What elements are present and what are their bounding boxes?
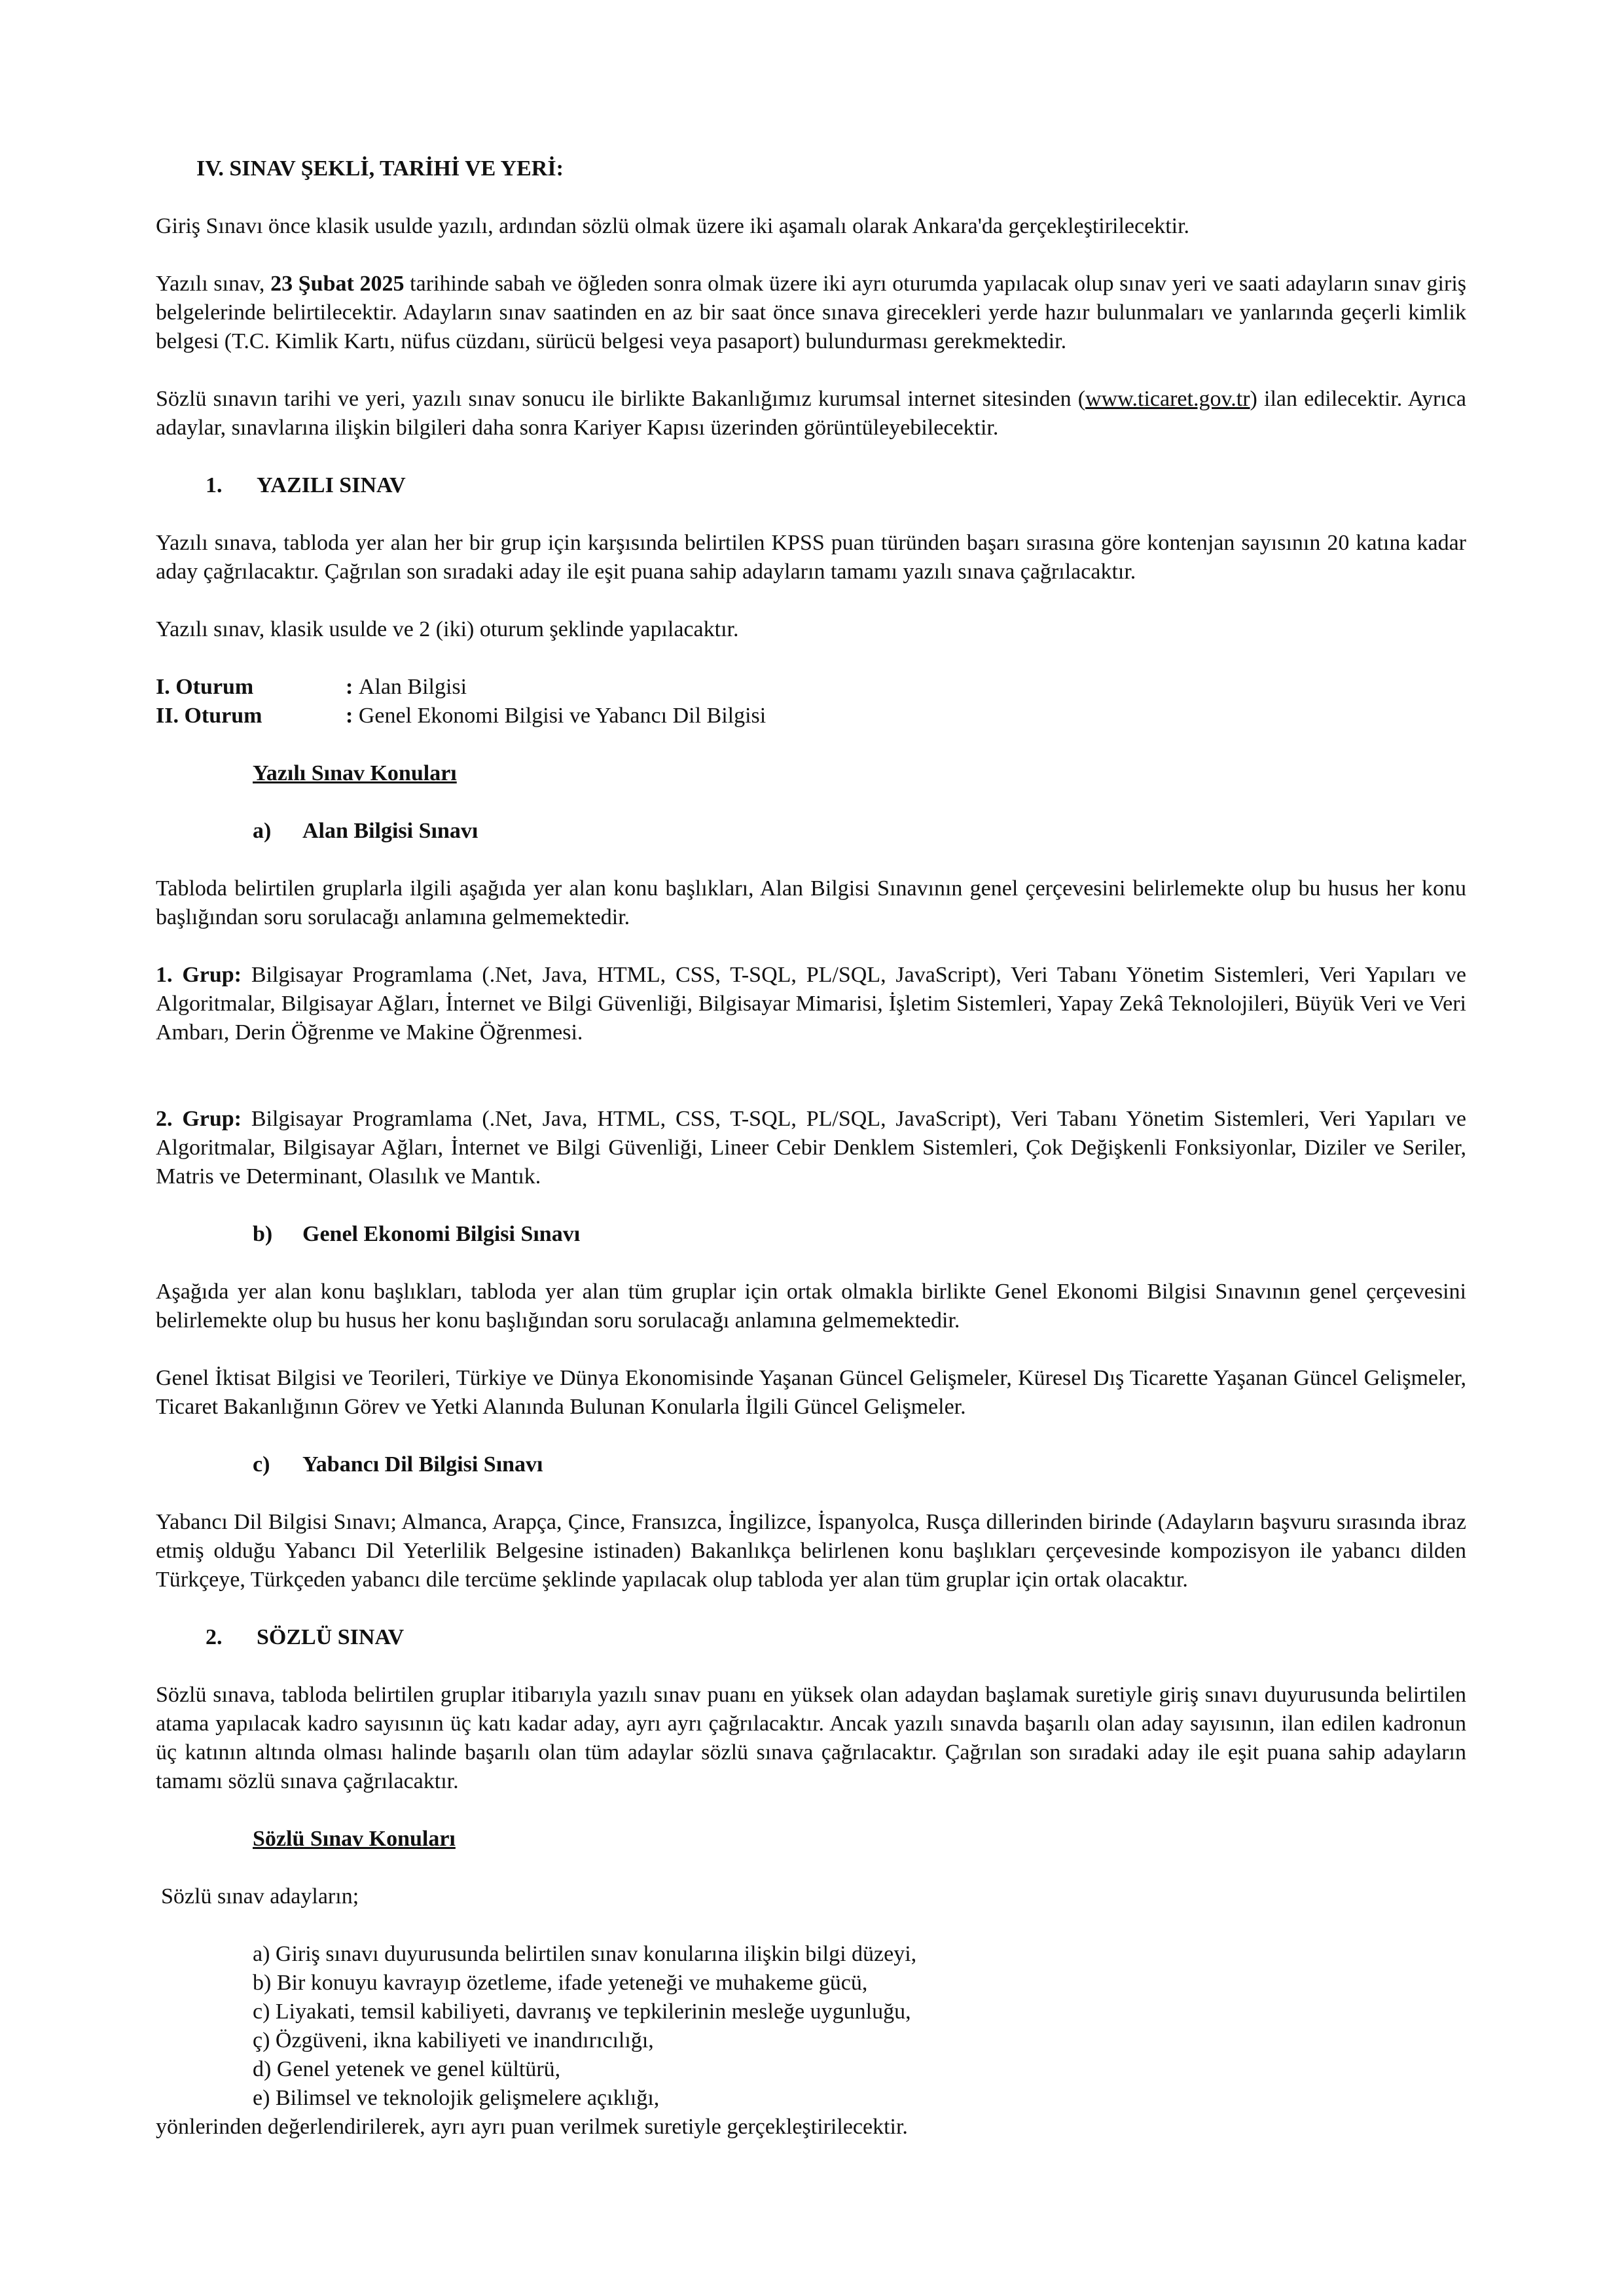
group-1-text: Bilgisayar Programlama (.Net, Java, HTML, CSS, T-SQL, PL/SQL, JavaScript), Veri Tabanı Yönetim Sistemleri, Veri Yapıları ve Algoritmalar, Bilgisayar Ağları, İnternet ve Bilgi Güvenliği, Bilgisayar Mimarisi, İşletim Sistemleri, Yapay Zekâ Teknolojileri, Büyük Veri ve Veri Ambarı, Derin Öğrenme ve Makine Öğrenmesi. — [156, 963, 1466, 1045]
field-knowledge-title: Alan Bilgisi Sınavı — [302, 819, 478, 843]
group-1-paragraph — [156, 961, 1466, 1047]
field-knowledge-letter: a) — [253, 819, 272, 843]
written-exam-number: 1. — [206, 473, 223, 497]
language-letter: c) — [253, 1452, 270, 1477]
list-item: ç) Özgüveni, ikna kabiliyeti ve inandırıcılığı, — [253, 2028, 654, 2053]
list-item: e) Bilimsel ve teknolojik gelişmelere açıklığı, — [253, 2086, 660, 2110]
intro-paragraph-3 — [156, 385, 1466, 442]
oral-criteria-list — [253, 1940, 1466, 2113]
section-title: IV. SINAV ŞEKLİ, TARİHİ VE YERİ: — [196, 156, 564, 181]
intro-p2-before: Yazılı sınav, — [156, 272, 271, 296]
group-2-paragraph — [156, 1105, 1466, 1191]
website-link[interactable]: www.ticaret.gov.tr — [1085, 387, 1250, 411]
session-2-value: Genel Ekonomi Bilgisi ve Yabancı Dil Bilgisi — [358, 704, 767, 728]
session-1-value: Alan Bilgisi — [358, 675, 467, 699]
intro-p2-after: tarihinde sabah ve öğleden sonra olmak üzere iki ayrı oturumda yapılacak olup sınav yeri ve saati adayların sınav giriş belgelerinde belirtilecektir. Adayların sınav saatinden en az bir saat önce sınava girecekleri yerde hazır bulunmaları ve yanlarında geçerli kimlik belgesi (T.C. Kimlik Kartı, nüfus cüzdanı, sürücü belgesi veya pasaport) bulundurması gerekmektedir. — [156, 272, 1467, 353]
session-row-2: II. Oturum : Genel Ekonomi Bilgisi ve Yabancı Dil Bilgisi — [156, 702, 1466, 730]
language-heading — [253, 1450, 1466, 1479]
oral-exam-paragraph: Sözlü sınava, tabloda belirtilen gruplar itibarıyla yazılı sınav puanı en yüksek olan adaydan başlamak suretiyle giriş sınavı duyurusunda belirtilen atama yapılacak kadro sayısının üç katı kadar aday, ayrı ayrı çağrılacaktır. Ancak yazılı sınavda başarılı olan aday sayısının, ilan edilen kadronun üç katının altında olması halinde başarılı olan tüm adaylar sözlü sınava çağrılacaktır. Çağrılan son sıradaki aday ile eşit puana sahip adayların tamamı sözlü sınava çağrılacaktır. — [156, 1683, 1466, 1793]
written-exam-paragraph-1: Yazılı sınava, tabloda yer alan her bir grup için karşısında belirtilen KPSS puan türünden başarı sırasına göre kontenjan sayısının 20 katına kadar aday çağrılacaktır. Çağrılan son sıradaki aday ile eşit puana sahip adayların tamamı yazılı sınava çağrılacaktır. — [156, 531, 1466, 584]
language-title: Yabancı Dil Bilgisi Sınavı — [302, 1452, 543, 1477]
economy-text-1: Aşağıda yer alan konu başlıkları, tabloda yer alan tüm gruplar için ortak olmakla birlikte Genel Ekonomi Bilgisi Sınavının genel çerçevesini belirlemekte olup bu husus her konu başlığından soru sorulacağı anlamına gelmemektedir. — [156, 1280, 1466, 1333]
oral-exam-title: SÖZLÜ SINAV — [257, 1625, 405, 1649]
written-exam-title: YAZILI SINAV — [257, 473, 406, 497]
list-item: c) Liyakati, temsil kabiliyeti, davranış ve tepkilerinin mesleğe uygunluğu, — [253, 2000, 911, 2024]
list-item: b) Bir konuyu kavrayıp özetleme, ifade yeteneği ve muhakeme gücü, — [253, 1971, 868, 1995]
field-knowledge-heading — [253, 817, 1466, 846]
economy-letter: b) — [253, 1222, 273, 1246]
session-row-1: I. Oturum : Alan Bilgisi — [156, 673, 1466, 702]
oral-exam-number: 2. — [206, 1625, 223, 1649]
field-knowledge-text: Tabloda belirtilen gruplarla ilgili aşağıda yer alan konu başlıkları, Alan Bilgisi Sınavının genel çerçevesini belirlemekte olup bu husus her konu başlığından soru sorulacağı anlamına gelmemektedir. — [156, 876, 1466, 929]
session-2-key: II. Oturum — [156, 704, 262, 728]
group-2-label: 2. Grup: — [156, 1107, 242, 1131]
intro-p3-before: Sözlü sınavın tarihi ve yeri, yazılı sınav sonucu ile birlikte Bakanlığımız kurumsal internet sitesinden ( — [156, 387, 1086, 411]
intro-p3-after: ) ilan edilecektir. Ayrıca adaylar, sınavlarına ilişkin bilgileri daha sonra Kariyer Kapısı üzerinden görüntüleyebilecektir. — [156, 387, 1466, 440]
list-item: d) Genel yetenek ve genel kültürü, — [253, 2057, 561, 2081]
intro-paragraph-1: Giriş Sınavı önce klasik usulde yazılı, ardından sözlü olmak üzere iki aşamalı olarak Ankara'da gerçekleştirilecektir. — [156, 214, 1190, 238]
economy-title: Genel Ekonomi Bilgisi Sınavı — [302, 1222, 581, 1246]
intro-paragraph-2 — [156, 270, 1466, 356]
economy-heading — [253, 1220, 1466, 1249]
written-exam-heading — [206, 471, 1466, 500]
written-topics-heading: Yazılı Sınav Konuları — [253, 761, 457, 785]
economy-text-2: Genel İktisat Bilgisi ve Teorileri, Türkiye ve Dünya Ekonomisinde Yaşanan Güncel Gelişmeler, Küresel Dış Ticarette Yaşanan Güncel Gelişmeler, Ticaret Bakanlığının Görev ve Yetki Alanında Bulunan Konularla İlgili Güncel Gelişmeler. — [156, 1366, 1466, 1419]
document-page — [156, 154, 1466, 2142]
group-2-text: Bilgisayar Programlama (.Net, Java, HTML, CSS, T-SQL, PL/SQL, JavaScript), Veri Tabanı Yönetim Sistemleri, Veri Yapıları ve Algoritmalar, Bilgisayar Ağları, İnternet ve Bilgi Güvenliği, Lineer Cebir Denklem Sistemleri, Çok Değişkenli Fonksiyonlar, Diziler ve Seriler, Matris ve Determinant, Olasılık ve Mantık. — [156, 1107, 1466, 1189]
oral-exam-heading — [206, 1623, 1466, 1652]
list-item: a) Giriş sınavı duyurusunda belirtilen sınav konularına ilişkin bilgi düzeyi, — [253, 1942, 917, 1966]
oral-closing: yönlerinden değerlendirilerek, ayrı ayrı puan verilmek suretiyle gerçekleştirilecektir. — [156, 2115, 908, 2139]
language-text: Yabancı Dil Bilgisi Sınavı; Almanca, Arapça, Çince, Fransızca, İngilizce, İspanyolca, Rusça dillerinden birinde (Adayların başvuru sırasında ibraz etmiş olduğu Yabancı Dil Yeterlilik Belgesine istinaden) Bakanlıkça belirlenen konu başlıkları çerçevesinde kompozisyon ile yabancı dilden Türkçeye, Türkçeden yabancı dile tercüme şeklinde yapılacak olup tabloda yer alan tüm gruplar için ortak olacaktır. — [156, 1510, 1466, 1592]
exam-date: 23 Şubat 2025 — [270, 272, 405, 296]
session-1-key: I. Oturum — [156, 675, 254, 699]
oral-lead: Sözlü sınav adayların; — [161, 1884, 359, 1909]
group-1-label: 1. Grup: — [156, 963, 242, 987]
oral-topics-heading: Sözlü Sınav Konuları — [253, 1827, 456, 1851]
written-exam-paragraph-2: Yazılı sınav, klasik usulde ve 2 (iki) oturum şeklinde yapılacaktır. — [156, 617, 739, 641]
